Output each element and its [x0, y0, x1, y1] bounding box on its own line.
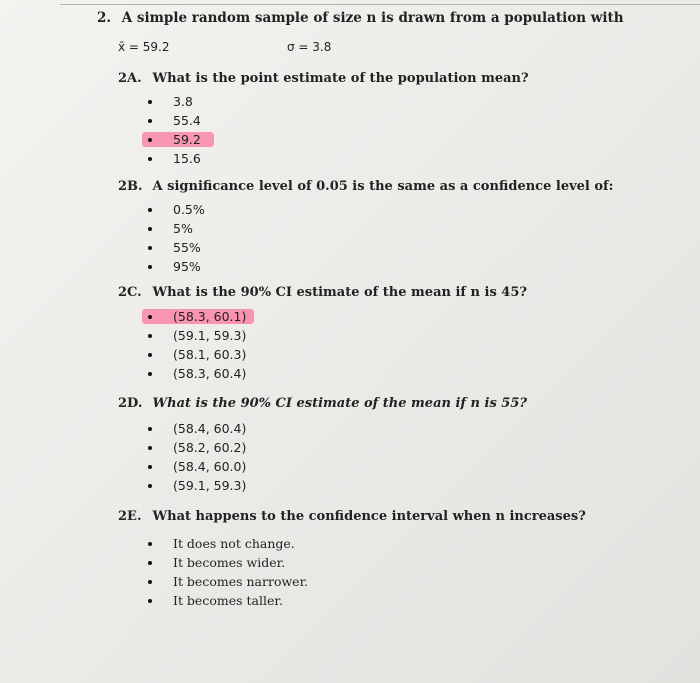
option-item[interactable] [118, 326, 678, 345]
subquestion-2a [118, 71, 678, 168]
option-text: 15.6 [173, 151, 201, 166]
options-list [118, 307, 678, 383]
option-text: 0.5% [173, 202, 205, 217]
options-list [118, 92, 678, 168]
option-item[interactable] [118, 238, 678, 257]
subquestion-2d [118, 396, 678, 495]
option-item[interactable] [118, 553, 678, 572]
option-item[interactable] [118, 92, 678, 111]
bullet-icon [148, 208, 152, 212]
question-text: A simple random sample of size n is drawn from a population with [121, 10, 624, 26]
option-item[interactable] [118, 200, 678, 219]
option-text: (59.1, 59.3) [173, 328, 247, 343]
subquestion-heading [118, 179, 678, 194]
subquestion-id: 2C. [118, 285, 142, 300]
option-text: (58.1, 60.3) [173, 347, 247, 362]
bullet-icon [148, 315, 152, 319]
option-item-highlighted[interactable] [118, 130, 678, 149]
bullet-icon [148, 100, 152, 104]
option-text: 5% [173, 221, 193, 236]
option-item[interactable] [118, 364, 678, 383]
option-item-highlighted[interactable] [118, 307, 678, 326]
option-item[interactable] [118, 419, 678, 438]
subquestion-text: What is the point estimate of the population mean? [152, 71, 529, 86]
bullet-icon [148, 599, 152, 603]
option-text: (58.4, 60.4) [173, 421, 247, 436]
option-text: It does not change. [173, 536, 295, 551]
option-item[interactable] [118, 219, 678, 238]
subquestion-text: What happens to the confidence interval when n increases? [152, 509, 586, 524]
subquestion-id: 2E. [118, 509, 142, 524]
subquestion-heading [118, 509, 678, 524]
bullet-icon [148, 484, 152, 488]
bullet-icon [148, 119, 152, 123]
subquestion-id: 2B. [118, 179, 143, 194]
subquestion-text: A significance level of 0.05 is the same as a confidence level of: [152, 179, 614, 194]
subquestion-id: 2D. [118, 396, 143, 411]
options-list [118, 534, 678, 610]
bullet-icon [148, 265, 152, 269]
options-list [118, 419, 678, 495]
bullet-icon [148, 227, 152, 231]
option-text: 3.8 [173, 94, 193, 109]
bullet-icon [148, 542, 152, 546]
question-number: 2. [97, 10, 112, 26]
option-item[interactable] [118, 345, 678, 364]
option-text: It becomes narrower. [173, 574, 309, 589]
option-item[interactable] [118, 111, 678, 130]
option-text: 59.2 [173, 132, 201, 147]
option-text: (58.3, 60.4) [173, 366, 247, 381]
option-item[interactable] [118, 591, 678, 610]
option-text: 55% [173, 240, 201, 255]
option-item[interactable] [118, 534, 678, 553]
option-text: It becomes wider. [173, 555, 286, 570]
bullet-icon [148, 561, 152, 565]
option-item[interactable] [118, 257, 678, 276]
options-list [118, 200, 678, 276]
option-text: 95% [173, 259, 201, 274]
given-sigma: σ = 3.8 [287, 40, 332, 54]
bullet-icon [148, 334, 152, 338]
option-item[interactable] [118, 457, 678, 476]
option-item[interactable] [118, 438, 678, 457]
bullet-icon [148, 138, 152, 142]
bullet-icon [148, 446, 152, 450]
option-item[interactable] [118, 476, 678, 495]
subquestion-text: What is the 90% CI estimate of the mean if n is 55? [152, 396, 528, 411]
question-2-title [97, 10, 624, 26]
option-text: 55.4 [173, 113, 201, 128]
bullet-icon [148, 157, 152, 161]
bullet-icon [148, 580, 152, 584]
option-text: (59.1, 59.3) [173, 478, 247, 493]
bullet-icon [148, 465, 152, 469]
option-text: (58.4, 60.0) [173, 459, 247, 474]
given-sample-mean: x̄ = 59.2 [118, 40, 170, 54]
option-text: (58.3, 60.1) [173, 309, 247, 324]
bullet-icon [148, 353, 152, 357]
bullet-icon [148, 372, 152, 376]
bullet-icon [148, 427, 152, 431]
option-item[interactable] [118, 572, 678, 591]
subquestion-2b [118, 179, 678, 276]
subquestion-2c [118, 285, 678, 383]
bullet-icon [148, 246, 152, 250]
subquestion-text: What is the 90% CI estimate of the mean if n is 45? [152, 285, 528, 300]
option-item[interactable] [118, 149, 678, 168]
subquestion-id: 2A. [118, 71, 142, 86]
subquestion-2e [118, 509, 678, 610]
option-text: (58.2, 60.2) [173, 440, 247, 455]
top-rule [60, 4, 700, 5]
subquestion-heading [118, 396, 678, 411]
option-text: It becomes taller. [173, 593, 283, 608]
subquestion-heading [118, 285, 678, 300]
subquestion-heading [118, 71, 678, 86]
